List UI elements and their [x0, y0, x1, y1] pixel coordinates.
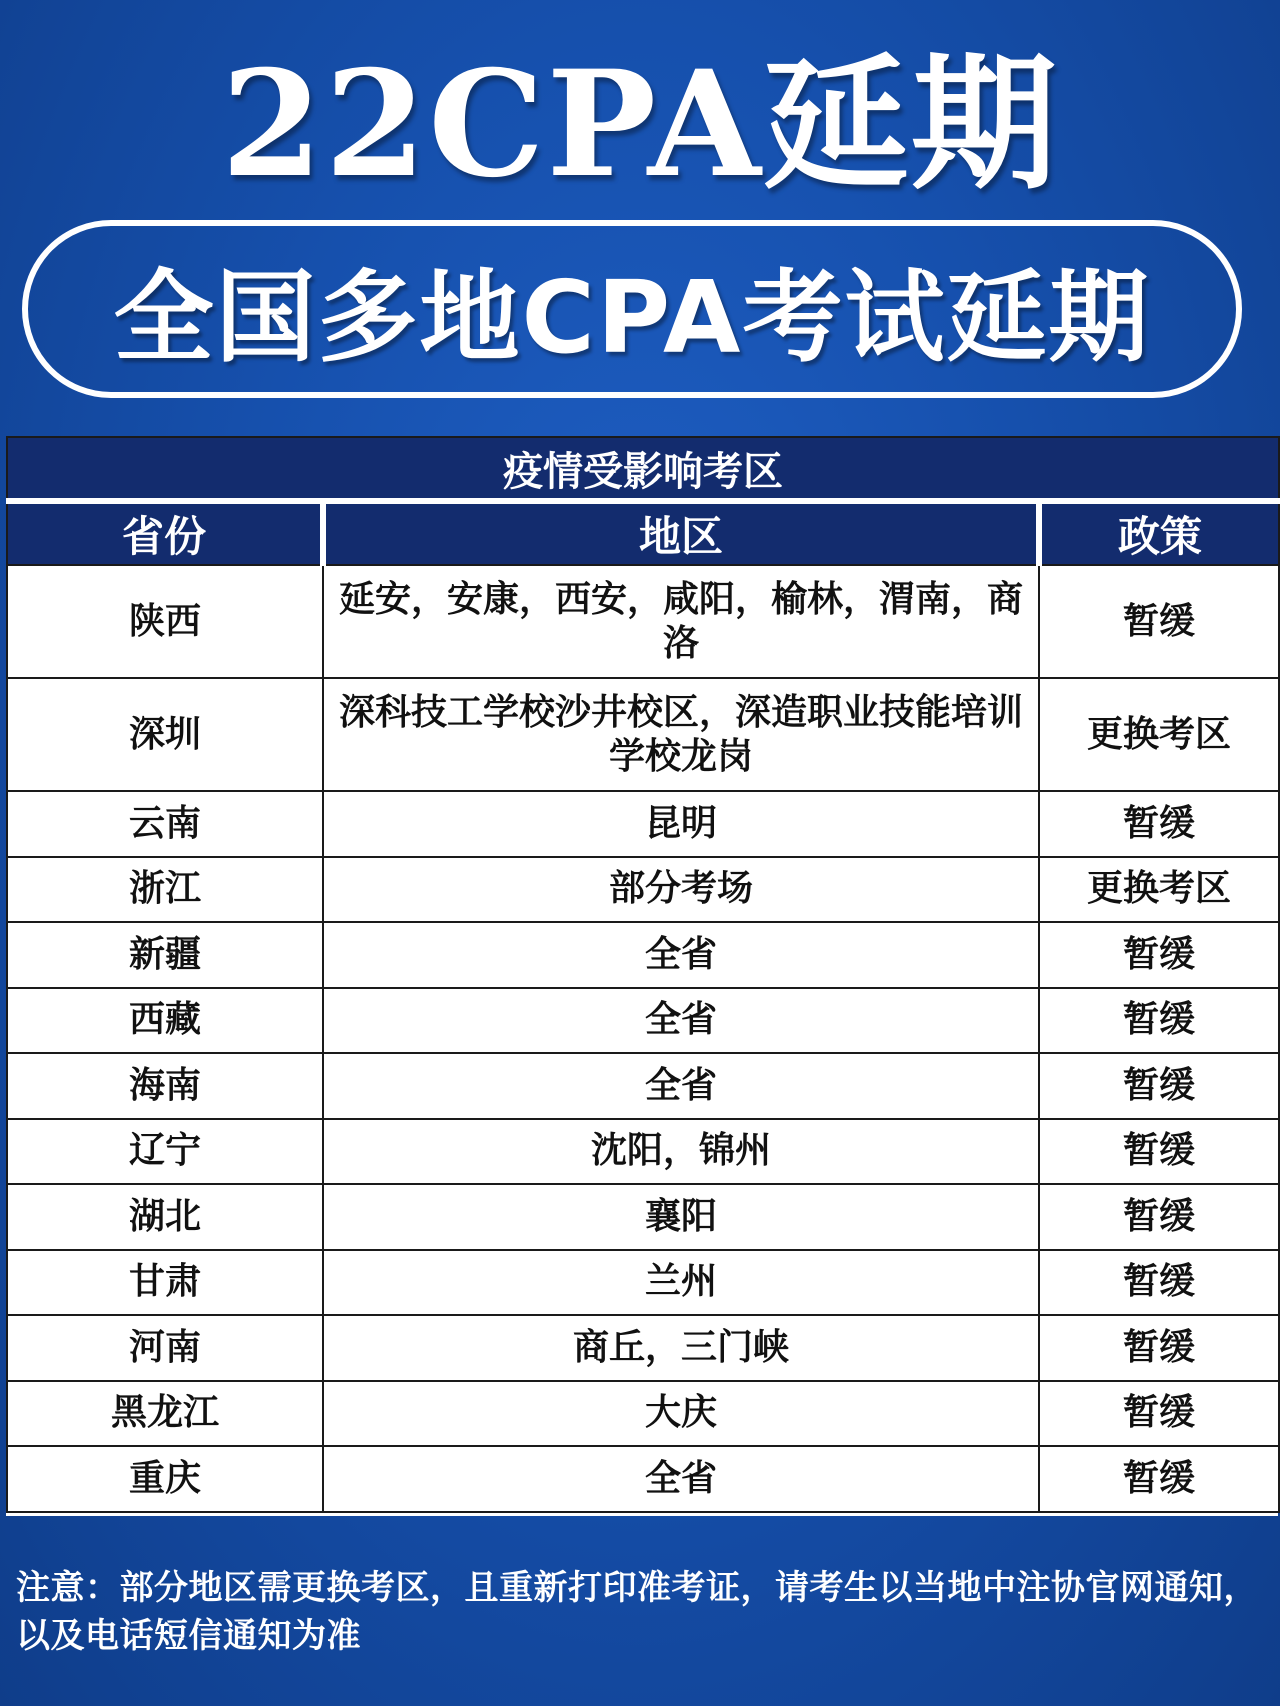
province-cell: 河南 [7, 1315, 323, 1381]
province-cell: 黑龙江 [7, 1381, 323, 1447]
column-header-region: 地区 [323, 501, 1039, 565]
subtitle-banner [22, 220, 1242, 398]
province-cell: 浙江 [7, 857, 323, 923]
affected-areas-table [6, 436, 1278, 1516]
table-caption-row [7, 437, 1279, 501]
table-caption: 疫情受影响考区 [7, 437, 1279, 501]
province-cell: 深圳 [7, 678, 323, 791]
province-cell: 重庆 [7, 1446, 323, 1512]
region-cell: 全省 [323, 988, 1039, 1054]
region-cell: 大庆 [323, 1381, 1039, 1447]
region-cell: 全省 [323, 1053, 1039, 1119]
province-cell: 西藏 [7, 988, 323, 1054]
region-cell: 部分考场 [323, 857, 1039, 923]
table-row [7, 1381, 1279, 1447]
policy-cell: 暂缓 [1039, 1053, 1279, 1119]
table-row [7, 1315, 1279, 1381]
policy-cell: 暂缓 [1039, 1446, 1279, 1512]
region-cell: 全省 [323, 922, 1039, 988]
region-cell: 昆明 [323, 791, 1039, 857]
table-row [7, 988, 1279, 1054]
table-row [7, 791, 1279, 857]
policy-cell: 更换考区 [1039, 857, 1279, 923]
column-header-province: 省份 [7, 501, 323, 565]
table-row [7, 678, 1279, 791]
policy-cell: 暂缓 [1039, 1250, 1279, 1316]
province-cell: 海南 [7, 1053, 323, 1119]
subtitle-text: 全国多地CPA考试延期 [113, 259, 1151, 376]
region-cell: 延安，安康，西安，咸阳，榆林，渭南，商洛 [323, 565, 1039, 678]
region-cell: 商丘，三门峡 [323, 1315, 1039, 1381]
policy-cell: 暂缓 [1039, 922, 1279, 988]
table-row [7, 1250, 1279, 1316]
table-header-row [7, 501, 1279, 565]
province-cell: 云南 [7, 791, 323, 857]
table-row [7, 857, 1279, 923]
region-cell: 沈阳，锦州 [323, 1119, 1039, 1185]
policy-cell: 暂缓 [1039, 791, 1279, 857]
table-row [7, 565, 1279, 678]
table-row [7, 922, 1279, 988]
region-cell: 全省 [323, 1446, 1039, 1512]
region-cell: 深科技工学校沙井校区，深造职业技能培训学校龙岗 [323, 678, 1039, 791]
footer-note: 注意：部分地区需更换考区，且重新打印准考证，请考生以当地中注协官网通知，以及电话短信通知为准 [16, 1568, 1258, 1656]
region-cell: 襄阳 [323, 1184, 1039, 1250]
policy-cell: 暂缓 [1039, 1119, 1279, 1185]
policy-cell: 暂缓 [1039, 1184, 1279, 1250]
table-row [7, 1184, 1279, 1250]
province-cell: 陕西 [7, 565, 323, 678]
province-cell: 辽宁 [7, 1119, 323, 1185]
policy-cell: 暂缓 [1039, 1381, 1279, 1447]
province-cell: 湖北 [7, 1184, 323, 1250]
page-title: 22CPA延期 [221, 39, 1059, 210]
province-cell: 新疆 [7, 922, 323, 988]
table-row [7, 1446, 1279, 1512]
table-row [7, 1119, 1279, 1185]
policy-cell: 暂缓 [1039, 565, 1279, 678]
policy-cell: 更换考区 [1039, 678, 1279, 791]
region-cell: 兰州 [323, 1250, 1039, 1316]
policy-table [6, 436, 1280, 1513]
policy-cell: 暂缓 [1039, 988, 1279, 1054]
policy-cell: 暂缓 [1039, 1315, 1279, 1381]
province-cell: 甘肃 [7, 1250, 323, 1316]
column-header-policy: 政策 [1039, 501, 1279, 565]
table-row [7, 1053, 1279, 1119]
